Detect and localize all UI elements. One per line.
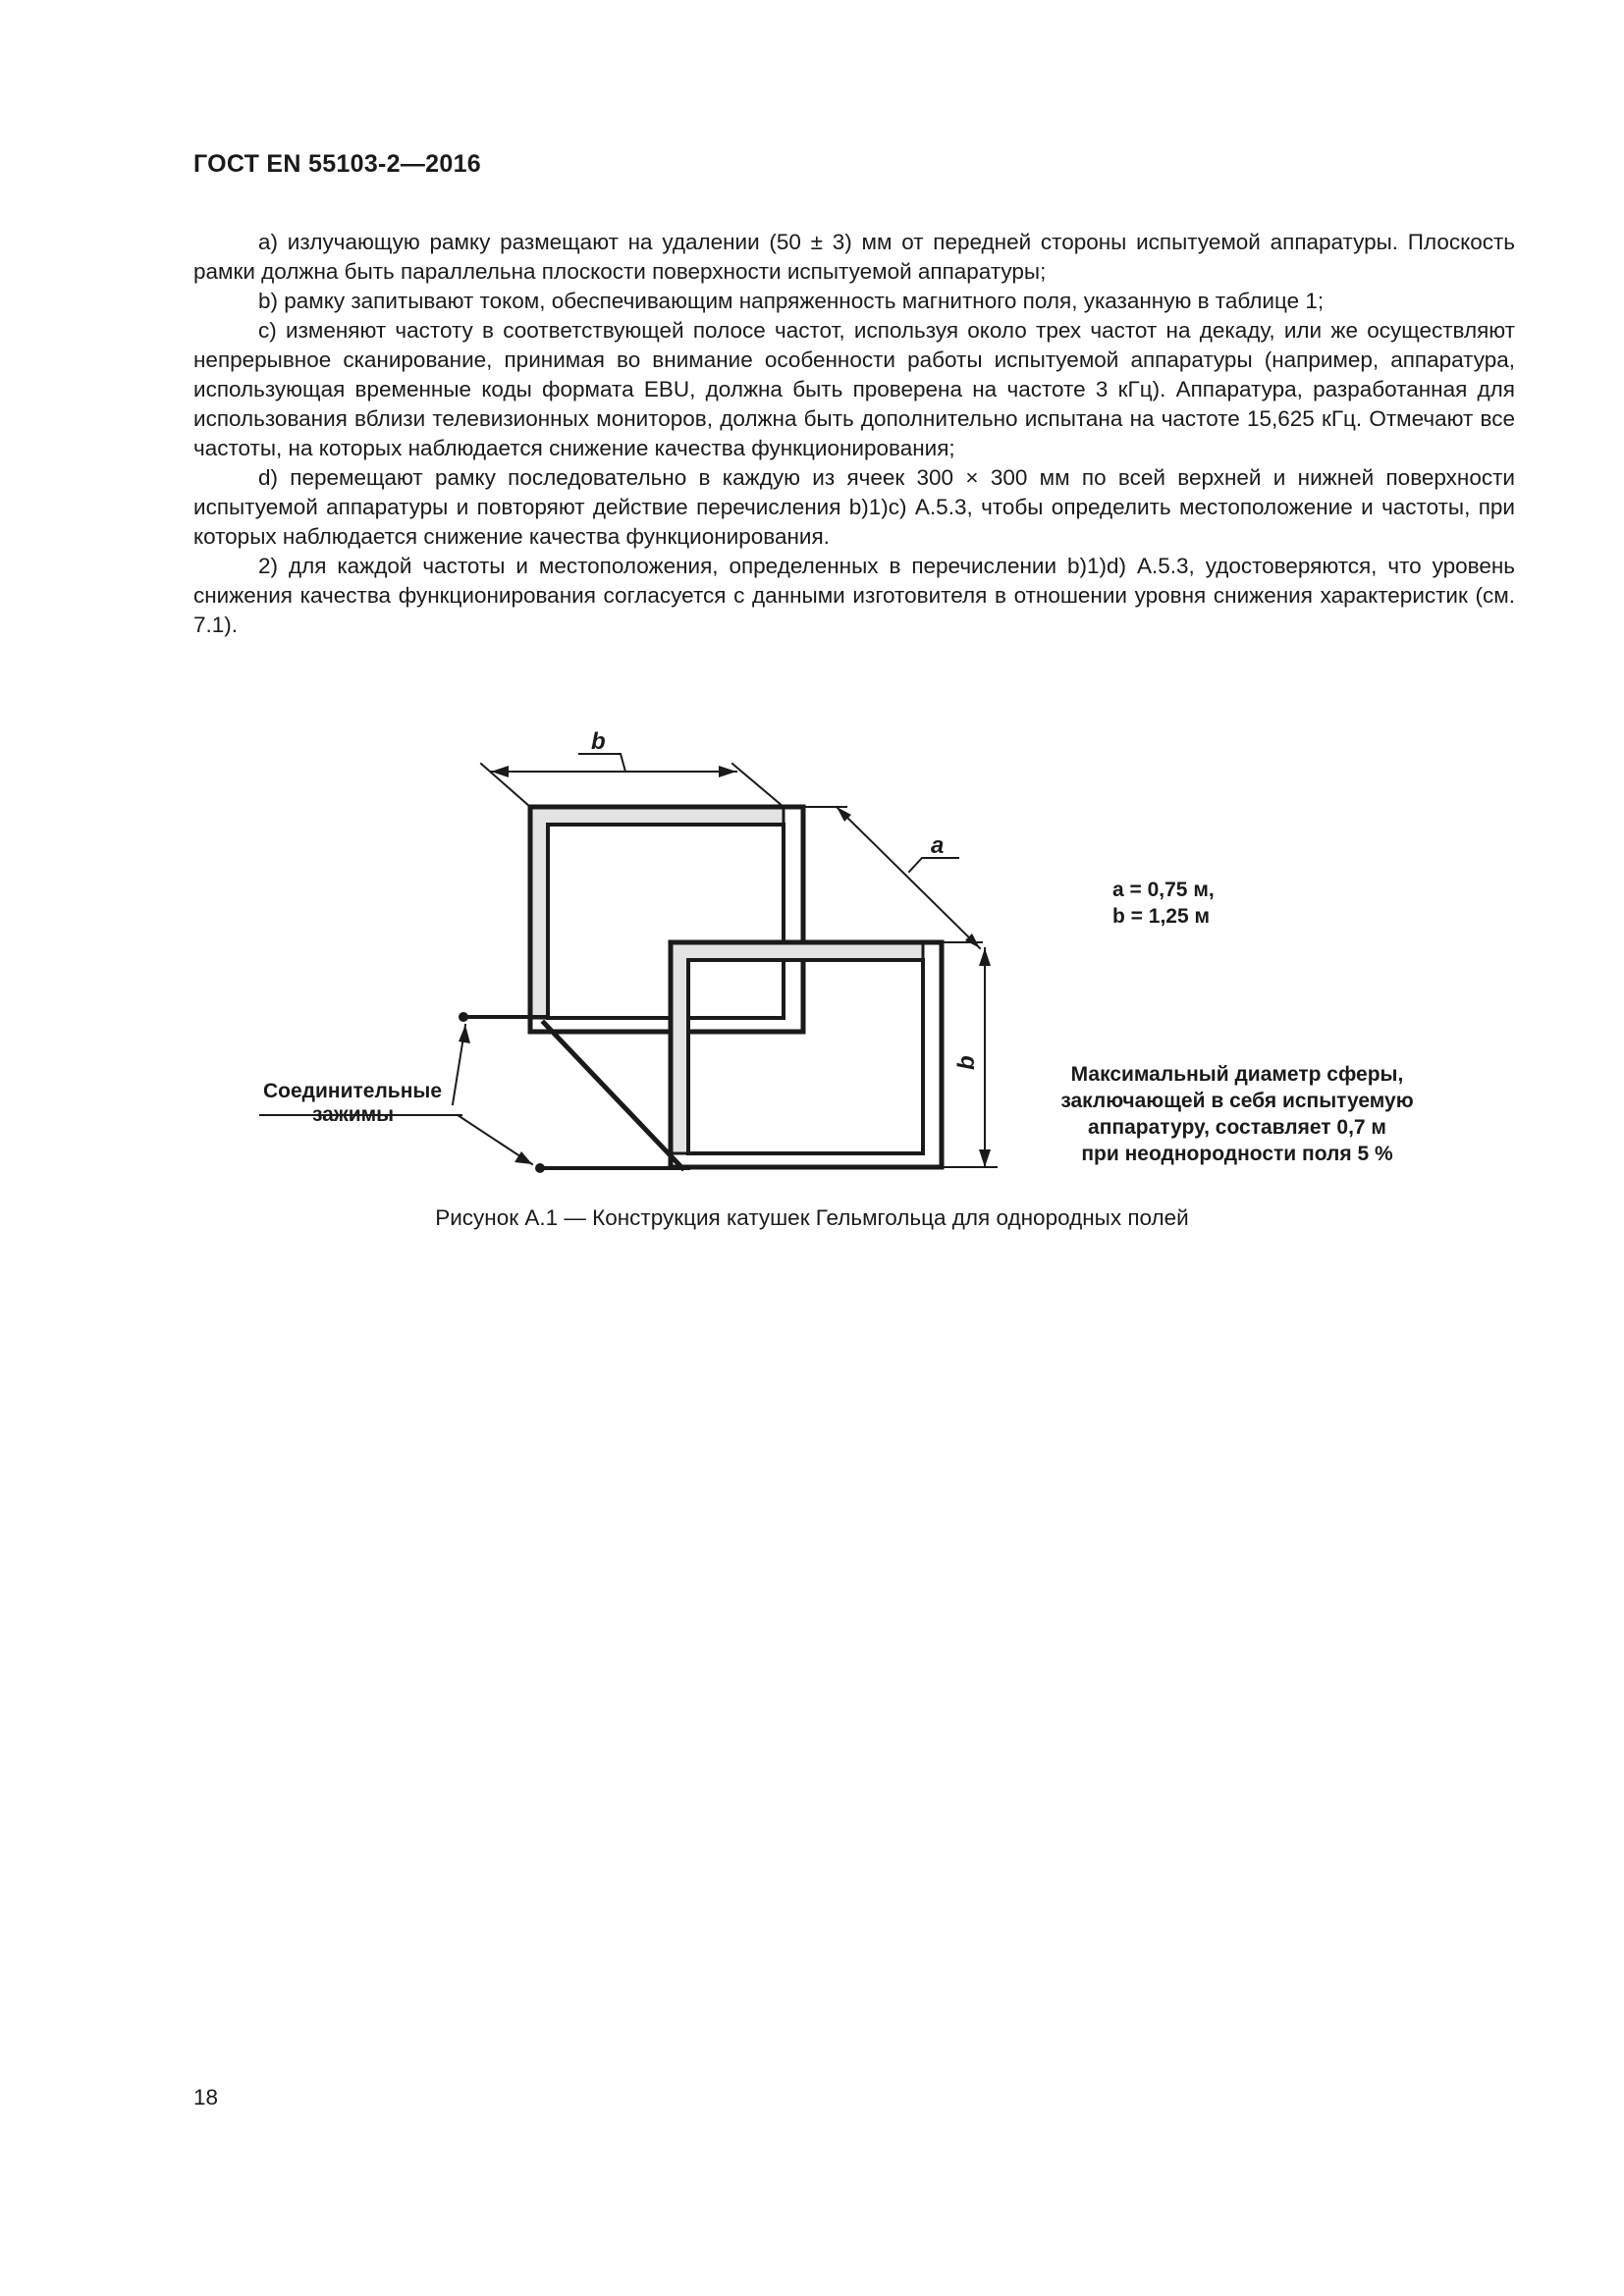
terminal-dot-bottom — [535, 1163, 545, 1173]
dims-a-value: a = 0,75 м, — [1112, 879, 1215, 901]
page-number: 18 — [193, 2085, 219, 2109]
top-coil-inner — [548, 825, 784, 1018]
top-coil-outer — [530, 807, 803, 1032]
dim-a-leader — [909, 858, 958, 872]
figure-caption: Рисунок А.1 — Конструкция катушек Гельмгольца для однородных полей — [435, 1205, 1189, 1230]
note-line-2: заключающей в себя испытуемую — [1060, 1090, 1414, 1112]
note-line-3: аппаратуру, составляет 0,7 м — [1088, 1116, 1386, 1139]
paragraph-a: a) излучающую рамку размещают на удалении (50 ± 3) мм от передней стороны испытуемой аппаратуры. Плоскость рамки должна быть параллельна плоскости поверхности испытуемой аппаратуры; — [193, 230, 1515, 284]
dim-a-line — [837, 807, 980, 948]
note-line-1: Максимальный диаметр сферы, — [1070, 1063, 1404, 1086]
arrow-b-side-bottom — [979, 1149, 991, 1167]
dims-b-value: b = 1,25 м — [1112, 905, 1211, 928]
dim-b-top-ext-right — [732, 764, 784, 807]
arrow-b-side-top — [979, 948, 991, 966]
paragraph-c: c) изменяют частоту в соответствующей полосе частот, используя около трех частот на декаду, или же осуществляют непрерывное сканирование, принимая во внимание особенности работы испытуемой аппаратуры (например, аппаратура, использующая временные коды формата EBU, должна быть проверена на частоте 3 кГц). Аппаратура, разработанная для использования вблизи телевизионных мониторов, должна быть дополнительно испытана на частоте 15,625 кГц. Отмечают все частоты, на которых наблюдается снижение качества функционирования; — [193, 318, 1515, 460]
connecting-wire — [544, 1023, 682, 1168]
terminal-dot-top — [459, 1012, 468, 1022]
paragraph-2: 2) для каждой частоты и местоположения, определенных в перечислении b)1)d) А.5.3, удостоверяются, что уровень снижения качества функционирования согласуется с данными изготовителя в отношении уровня снижения характеристик (см. 7.1). — [193, 554, 1515, 637]
paragraph-d: d) перемещают рамку последовательно в каждую из ячеек 300 × 300 мм по всей верхней и нижней поверхности испытуемой аппаратуры и повторяют действие перечисления b)1)c) А.5.3, чтобы определить местоположение и частоты, при которых наблюдается снижение качества функционирования. — [193, 465, 1515, 549]
dim-label-a: a — [931, 832, 945, 859]
paragraph-b: b) рамку запитывают током, обеспечивающим напряженность магнитного поля, указанную в таблице 1; — [258, 289, 1325, 313]
document-header: ГОСТ EN 55103-2—2016 — [193, 150, 481, 178]
note-line-4: при неоднородности поля 5 % — [1081, 1143, 1393, 1165]
dim-label-b-top: b — [591, 728, 606, 755]
terminals-label-line1: Соединительные — [263, 1080, 443, 1102]
bottom-coil-outer — [671, 942, 942, 1167]
dim-b-top-leader — [579, 754, 625, 772]
terminals-label-line2: зажимы — [312, 1103, 395, 1126]
bottom-coil-frame — [671, 942, 923, 1153]
top-coil-frame — [530, 807, 784, 1018]
arrow-b-top-right — [719, 766, 736, 777]
arrow-terminal-top — [459, 1025, 470, 1043]
dim-label-b-side: b — [953, 1055, 980, 1070]
